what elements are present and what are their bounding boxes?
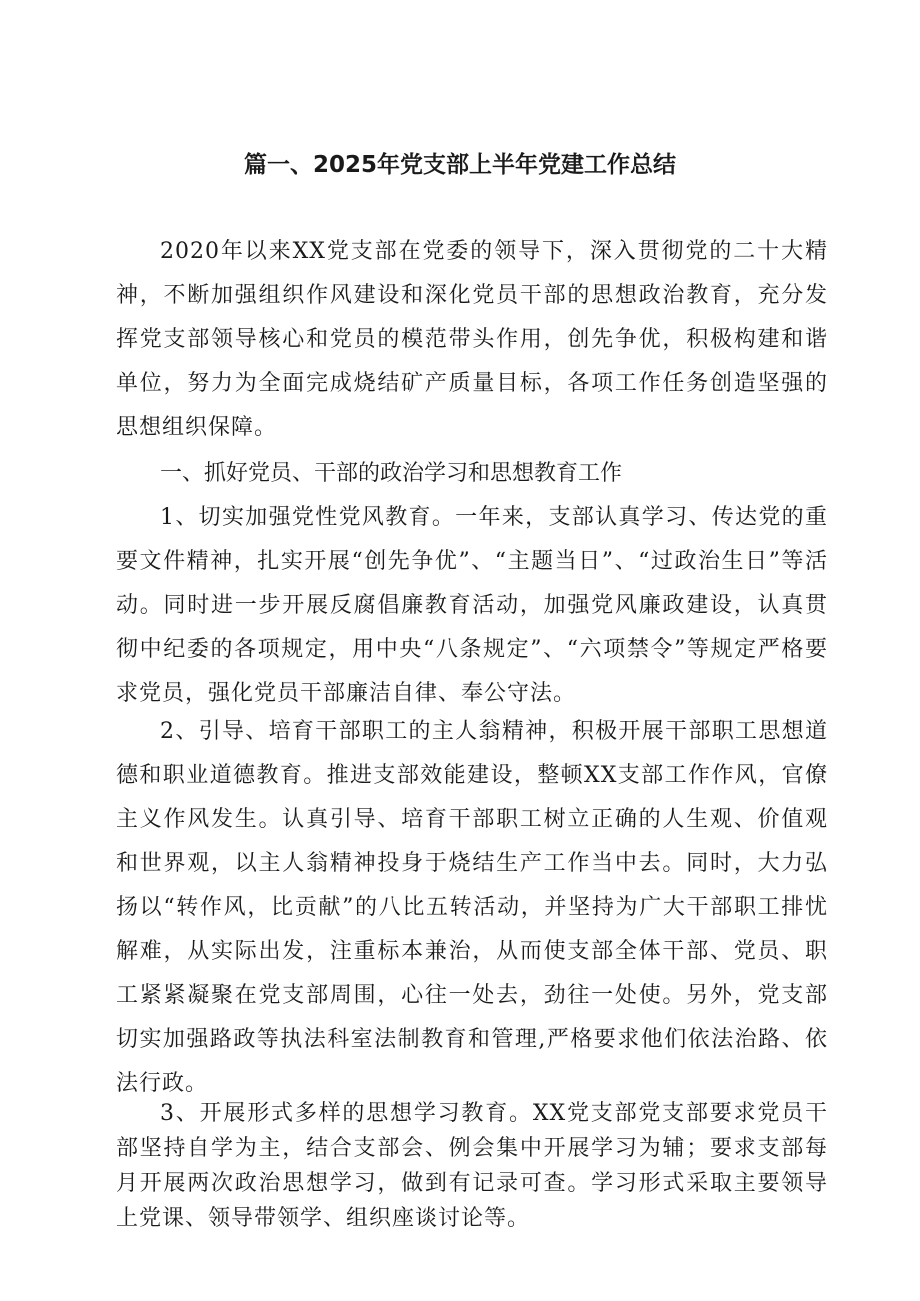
paragraph-3: 3、开展形式多样的思想学习教育。XX党支部党支部要求党员干部坚持自学为主，结合支部会、例会集中开展学习为辅；要求支部每月开展两次政治思想学习，做到有记录可查。学习形式采取主要领导上党课、领导带领学、组织座谈讨论等。 <box>116 1101 828 1231</box>
paragraph-2: 2、引导、培育干部职工的主人翁精神，积极开展干部职工思想道德和职业道德教育。推进支部效能建设，整顿XX支部工作作风，官僚主义作风发生。认真引导、培育干部职工树立正确的人生观、价值观和世界观，以主人翁精神投身于烧结生产工作当中去。同时，大力弘扬以“转作风，比贡献”的八比五转活动，并坚持为广大干部职工排忧解难，从实际出发，注重标本兼治，从而使支部全体干部、党员、职工紧紧凝聚在党支部周围，心往一处去，劲往一处使。另外，党支部切实加强路政等执法科室法制教育和管理,严格要求他们依法治路、依法行政。 <box>116 719 828 1096</box>
section-heading: 一、抓好党员、干部的政治学习和思想教育工作 <box>160 461 623 486</box>
intro-paragraph: 2020年以来XX党支部在党委的领导下，深入贯彻党的二十大精神，不断加强组织作风建设和深化党员干部的思想政治教育，充分发挥党支部领导核心和党员的模范带头作用，创先争优，积极构建和谐单位，努力为全面完成烧结矿产质量目标，各项工作任务创造坚强的思想组织保障。 <box>116 239 828 440</box>
document-title: 篇一、2025年党支部上半年党建工作总结 <box>243 152 676 178</box>
paragraph-1: 1、切实加强党性党风教育。一年来，支部认真学习、传达党的重要文件精神，扎实开展“创先争优”、“主题当日”、“过政治生日”等活动。同时进一步开展反腐倡廉教育活动，加强党风廉政建设，认真贯彻中纪委的各项规定，用中央“八条规定”、“六项禁令”等规定严格要求党员，强化党员干部廉洁自律、奉公守法。 <box>116 505 828 706</box>
